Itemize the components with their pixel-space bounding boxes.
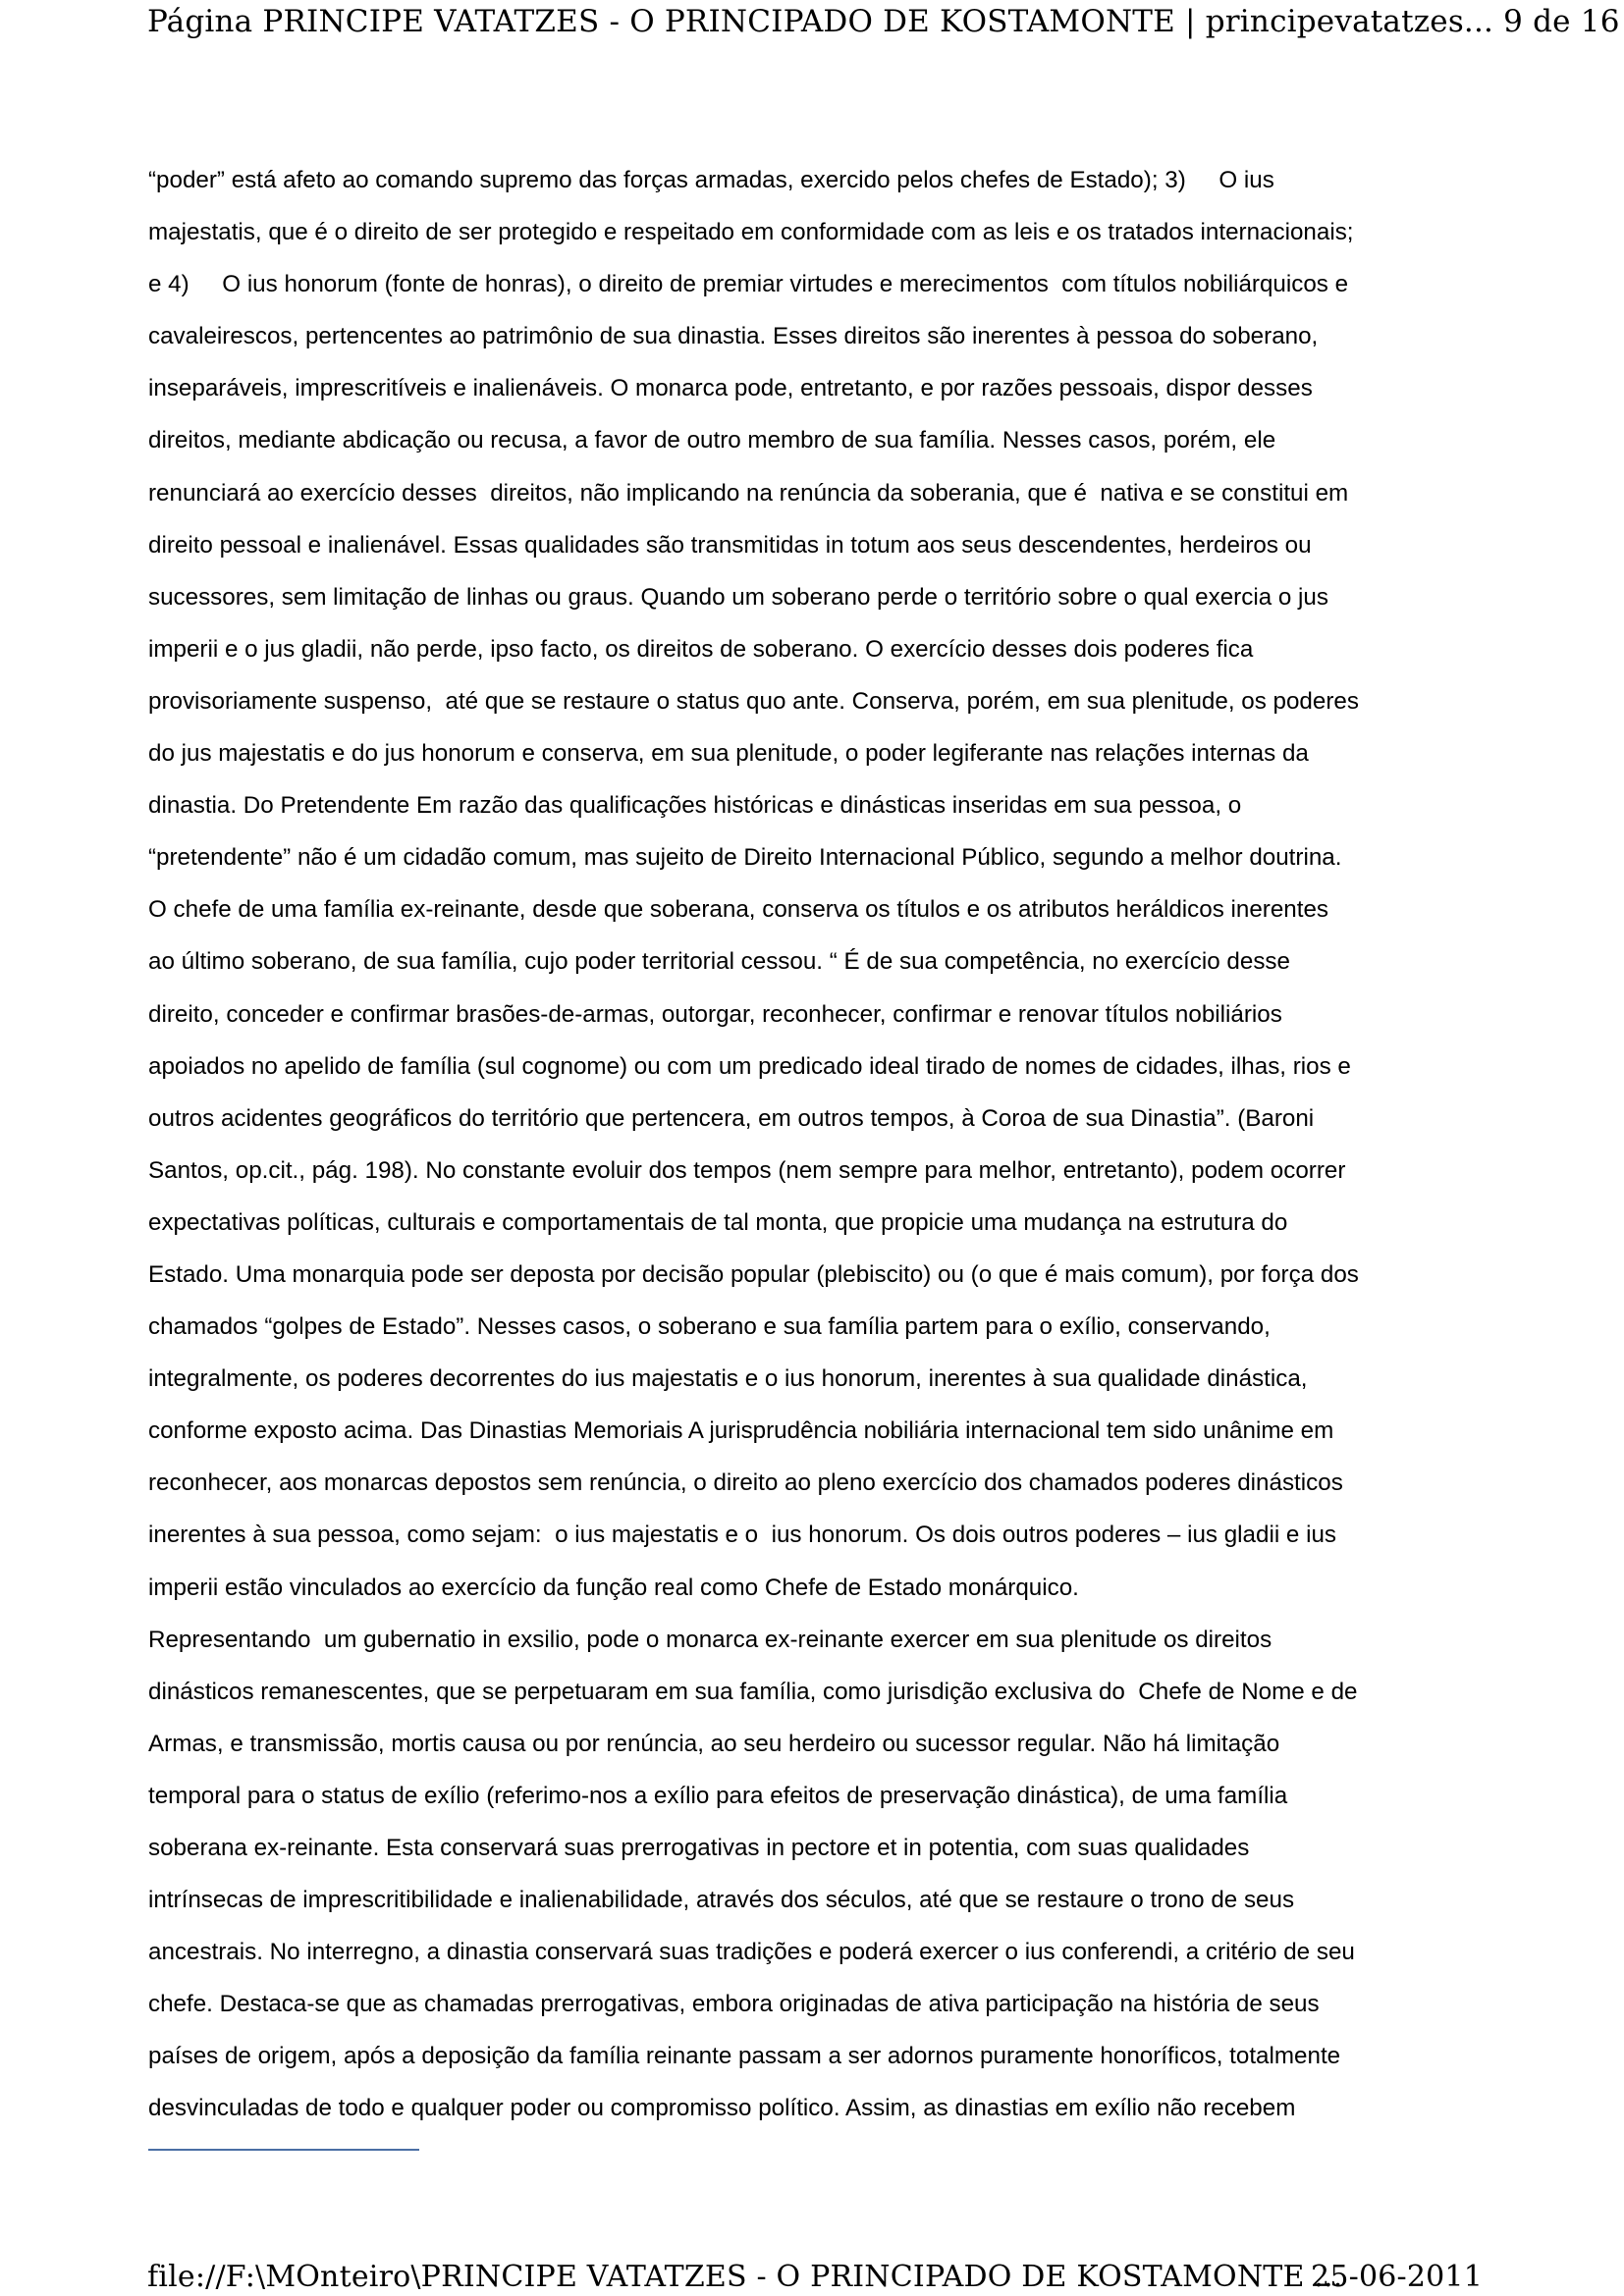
text-line: cavaleirescos, pertencentes ao patrimônio de sua dinastia. Esses direitos são inerentes à pessoa do soberano,	[148, 323, 1319, 350]
text-line: conforme exposto acima. Das Dinastias Memoriais A jurisprudência nobiliária internacional tem sido unânime em	[148, 1417, 1334, 1445]
text-line: reconhecer, aos monarcas depostos sem renúncia, o direito ao pleno exercício dos chamados poderes dinásticos	[148, 1469, 1343, 1497]
text-line: expectativas políticas, culturais e comportamentais de tal monta, que propicie uma mudança na estrutura do	[148, 1208, 1288, 1236]
footer-file-path: file://F:\MOnteiro\PRINCIPE VATATZES - O PRINCIPADO DE KOSTAMONTE ...	[147, 2260, 1343, 2294]
text-line: outros acidentes geográficos do território que pertencera, em outros tempos, à Coroa de sua Dinastia”. (Baroni	[148, 1104, 1315, 1132]
text-line: dinastia. Do Pretendente Em razão das qualificações históricas e dinásticas inseridas em sua pessoa, o	[148, 792, 1242, 820]
text-line: intrínsecas de imprescritibilidade e inalienabilidade, através dos séculos, até que se restaure o trono de seus	[148, 1887, 1295, 1914]
text-line: integralmente, os poderes decorrentes do ius majestatis e o ius honorum, inerentes à sua qualidade dinástica,	[148, 1365, 1308, 1393]
text-line: do jus majestatis e do jus honorum e conserva, em sua plenitude, o poder legiferante nas relações internas da	[148, 740, 1309, 768]
page-header	[147, 0, 1620, 43]
text-line: Armas, e transmissão, mortis causa ou por renúncia, ao seu herdeiro ou sucessor regular. Não há limitação	[148, 1730, 1280, 1757]
text-line: imperii estão vinculados ao exercício da função real como Chefe de Estado monárquico.	[148, 1574, 1079, 1601]
text-line: inerentes à sua pessoa, como sejam: o ius majestatis e o ius honorum. Os dois outros poderes – ius gladii e ius	[148, 1522, 1337, 1549]
text-line: países de origem, após a deposição da família reinante passam a ser adornos puramente honoríficos, totalmente	[148, 2043, 1341, 2070]
text-line: direitos, mediante abdicação ou recusa, a favor de outro membro de sua família. Nesses casos, porém, ele	[148, 427, 1276, 454]
text-line: provisoriamente suspenso, até que se restaure o status quo ante. Conserva, porém, em sua plenitude, os poderes	[148, 687, 1359, 715]
text-line: Estado. Uma monarquia pode ser deposta por decisão popular (plebiscito) ou (o que é mais comum), por força dos	[148, 1260, 1359, 1288]
text-line: direito pessoal e inalienável. Essas qualidades são transmitidas in totum aos seus descendentes, herdeiros ou	[148, 531, 1312, 559]
text-line: direito, conceder e confirmar brasões-de-armas, outorgar, reconhecer, confirmar e renovar títulos nobiliários	[148, 1000, 1282, 1028]
text-line: e 4) O ius honorum (fonte de honras), o direito de premiar virtudes e merecimentos com títulos nobiliárquicos e	[148, 271, 1349, 298]
text-line: ao último soberano, de sua família, cujo poder territorial cessou. “ É de sua competência, no exercício desse	[148, 948, 1290, 976]
text-line: inseparáveis, imprescritíveis e inalienáveis. O monarca pode, entretanto, e por razões pessoais, dispor desses	[148, 375, 1313, 402]
text-line: “pretendente” não é um cidadão comum, mas sujeito de Direito Internacional Público, segundo a melhor doutrina.	[148, 844, 1342, 872]
footnote-separator	[148, 2149, 419, 2151]
text-line: sucessores, sem limitação de linhas ou graus. Quando um soberano perde o território sobre o qual exercia o jus	[148, 583, 1328, 611]
text-line: dinásticos remanescentes, que se perpetuaram em sua família, como jurisdição exclusiva do Chefe de Nome e de	[148, 1678, 1358, 1705]
text-line: imperii e o jus gladii, não perde, ipso facto, os direitos de soberano. O exercício desses dois poderes fica	[148, 635, 1254, 663]
text-line: soberana ex-reinante. Esta conservará suas prerrogativas in pectore et in potentia, com suas qualidades	[148, 1835, 1250, 1861]
text-line: majestatis, que é o direito de ser protegido e respeitado em conformidade com as leis e os tratados internacionais;	[148, 219, 1354, 246]
text-line: renunciará ao exercício desses direitos, não implicando na renúncia da soberania, que é nativa e se constitui em	[148, 479, 1349, 507]
text-line: “poder” está afeto ao comando supremo das forças armadas, exercido pelos chefes de Estado); 3) O ius	[148, 167, 1274, 193]
text-line: Representando um gubernatio in exsilio, pode o monarca ex-reinante exercer em sua plenitude os direitos	[148, 1626, 1272, 1653]
header-title: Página PRINCIPE VATATZES - O PRINCIPADO DE KOSTAMONTE | principevatatzes... 9 de 16	[147, 4, 1620, 39]
text-line: O chefe de uma família ex-reinante, desde que soberana, conserva os títulos e os atributos heráldicos inerentes	[148, 896, 1329, 924]
text-line: apoiados no apelido de família (sul cognome) ou com um predicado ideal tirado de nomes de cidades, ilhas, rios e	[148, 1052, 1351, 1080]
text-line: chamados “golpes de Estado”. Nesses casos, o soberano e sua família partem para o exílio, conservando,	[148, 1313, 1271, 1341]
text-line: temporal para o status de exílio (referimo-nos a exílio para efeitos de preservação dinástica), de uma família	[148, 1782, 1288, 1809]
document-body	[148, 154, 1493, 2135]
text-line: ancestrais. No interregno, a dinastia conservará suas tradições e poderá exercer o ius conferendi, a critério de seu	[148, 1939, 1355, 1966]
page-footer	[147, 2258, 1483, 2296]
footer-date: 25-06-2011	[1311, 2260, 1483, 2294]
text-line: desvinculadas de todo e qualquer poder ou compromisso político. Assim, as dinastias em exílio não recebem	[148, 2095, 1296, 2122]
text-line: Santos, op.cit., pág. 198). No constante evoluir dos tempos (nem sempre para melhor, entretanto), podem ocorrer	[148, 1156, 1346, 1184]
text-line: chefe. Destaca-se que as chamadas prerrogativas, embora originadas de ativa participação na história de seus	[148, 1991, 1320, 2018]
